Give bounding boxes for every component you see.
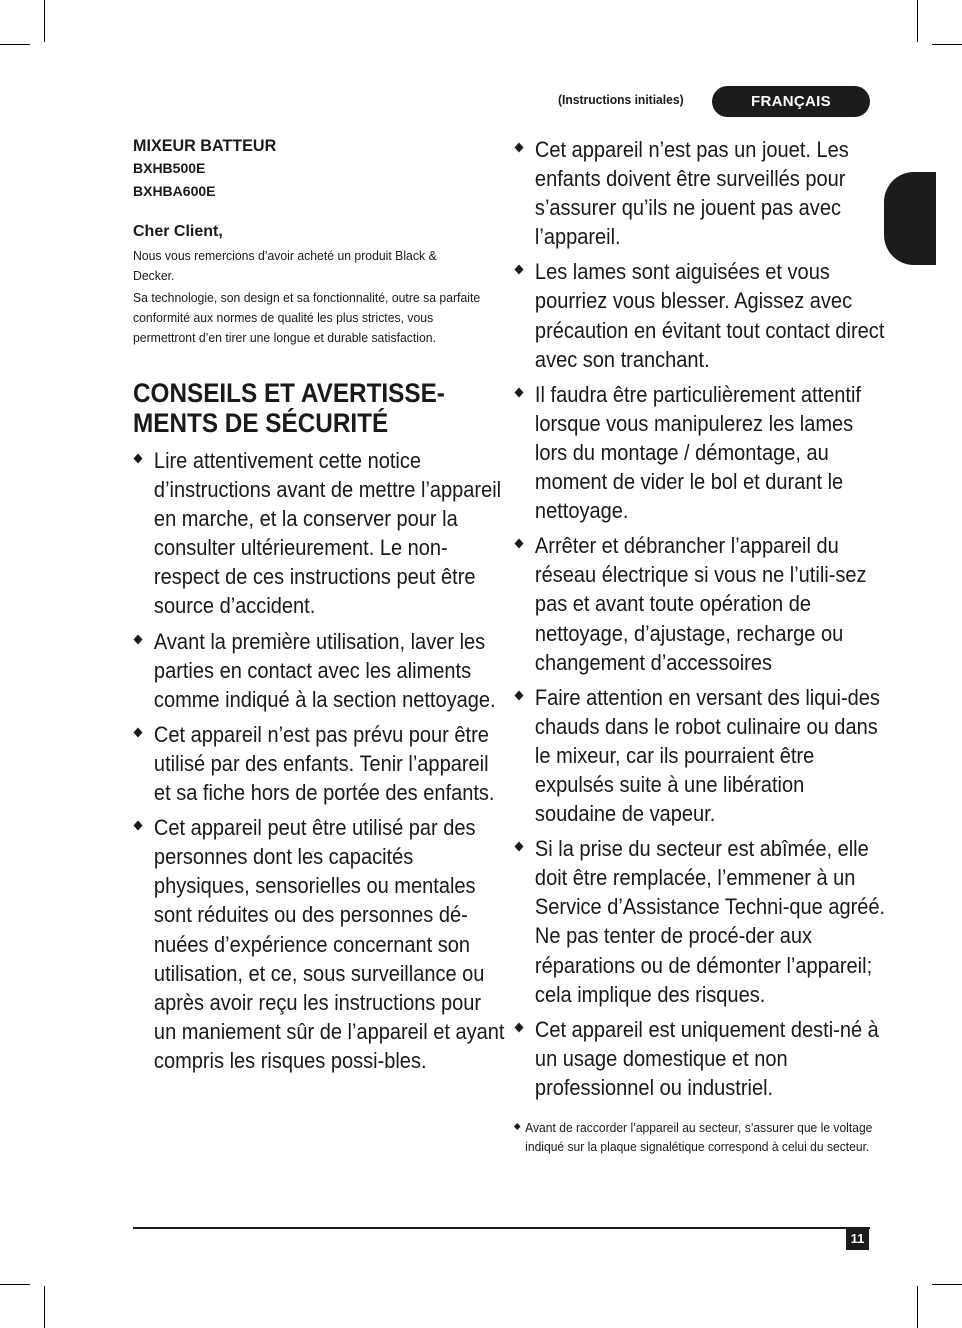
list-item-text: Les lames sont aiguisées et vous pourriez vous blesser. Agissez avec précaution en évitant tout contact direct avec son tranchant.	[534, 259, 885, 372]
intro-paragraph: Sa technologie, son design et sa fonctionnalité, outre sa parfaite conformité aux normes de qualité les plus strictes, vous permettront d’en tirer une longue et durable satisfaction.	[133, 290, 481, 345]
list-item-text: Avant la première utilisation, laver les parties en contact avec les aliments comme indiqué à la section nettoyage.	[153, 628, 496, 712]
section-tab	[884, 172, 936, 265]
left-column	[133, 135, 505, 1081]
diamond-bullet-icon	[134, 634, 143, 644]
diamond-bullet-icon	[515, 690, 524, 700]
diamond-bullet-icon	[134, 454, 143, 464]
right-column	[514, 135, 886, 1156]
crop-mark	[917, 0, 918, 42]
list-item-text: Arrêter et débrancher l’appareil du réseau électrique si vous ne l’utili-sez pas et avant toute opération de nettoyage, d’ajustage, recharge ou changement d’accessoires	[534, 533, 867, 675]
list-item	[514, 380, 890, 525]
safety-list-left	[133, 446, 505, 1075]
diamond-bullet-icon	[515, 842, 524, 852]
list-item	[514, 135, 890, 251]
crop-mark	[932, 44, 962, 45]
list-item-text: Faire attention en versant des liqui-des chauds dans le robot culinaire ou dans le mixeur, car ils pourraient être expulsés suite à une libération soudaine de vapeur.	[534, 684, 880, 827]
list-item-text: Cet appareil n’est pas prévu pour être utilisé par des enfants. Tenir l’appareil et sa fiche hors de portée des enfants.	[153, 721, 495, 806]
section-title	[133, 378, 493, 438]
diamond-bullet-icon	[134, 821, 143, 831]
diamond-bullet-icon	[515, 539, 524, 549]
greeting: Cher Client,	[133, 223, 223, 240]
list-item-text: Cet appareil n’est pas un jouet. Les enfants doivent être surveillés pour s’assurer qu’ils ne jouent pas avec l’appareil.	[534, 137, 849, 250]
list-item	[514, 834, 890, 1009]
crop-mark	[44, 0, 45, 42]
crop-mark	[0, 44, 30, 45]
crop-mark	[932, 1284, 962, 1285]
crop-mark	[44, 1286, 45, 1328]
list-item	[133, 720, 509, 807]
list-item	[514, 531, 890, 676]
list-item-text: Cet appareil est uniquement desti-né à un usage domestique et non professionnel ou industriel.	[534, 1016, 879, 1100]
safety-list-right	[514, 135, 886, 1102]
model-number: BXHB500E	[133, 160, 206, 176]
list-item	[514, 257, 890, 373]
list-item	[514, 1015, 890, 1102]
diamond-bullet-icon	[514, 1123, 521, 1130]
section-title-line: MENTS DE SÉCURITÉ	[133, 408, 389, 438]
page-number: 11	[846, 1228, 869, 1250]
footnote-text: Avant de raccorder l’appareil au secteur, s’assurer que le voltage indiqué sur la plaque signalétique correspond à celui du secteur.	[525, 1120, 873, 1154]
list-item-text: Lire attentivement cette notice d’instructions avant de mettre l’appareil en marche, et la conserver pour la consulter ultérieurement. Le non-respect de ces instructions peut être source d’accident.	[153, 448, 502, 619]
model-number: BXHBA600E	[133, 183, 216, 199]
list-item	[133, 627, 509, 714]
diamond-bullet-icon	[134, 727, 143, 737]
product-name: MIXEUR BATTEUR	[133, 136, 277, 155]
list-item-text: Si la prise du secteur est abîmée, elle doit être remplacée, l’emmener à un Service d’Assistance Techni-que agréé. Ne pas tenter de procé-der aux réparations ou de démonter l’appareil; cela implique des risques.	[534, 836, 886, 1007]
diamond-bullet-icon	[515, 1022, 524, 1032]
list-item-text: Cet appareil peut être utilisé par des personnes dont les capacités physiques, sensorielles ou mentales sont réduites ou des personnes dé-nuées d’expérience concernant son utilisation, et ce, sous surveillance ou après avoir reçu les instructions pour un maniement sûr de l’appareil et ayant compris les risques possi-bles.	[153, 815, 505, 1073]
list-item	[133, 813, 509, 1075]
list-item	[133, 446, 509, 621]
header-note: (Instructions initiales)	[558, 92, 684, 107]
language-badge: FRANÇAIS	[712, 86, 870, 117]
list-item	[514, 683, 890, 828]
crop-mark	[917, 1286, 918, 1328]
footer-rule	[133, 1227, 870, 1229]
diamond-bullet-icon	[515, 387, 524, 397]
footnote	[514, 1118, 883, 1156]
list-item-text: Il faudra être particulièrement attentif lorsque vous manipulerez les lames lors du montage / démontage, au moment de vider le bol et durant le nettoyage.	[534, 381, 861, 524]
crop-mark	[0, 1284, 30, 1285]
diamond-bullet-icon	[515, 143, 524, 153]
intro-paragraph: Nous vous remercions d’avoir acheté un produit Black & Decker.	[133, 248, 437, 283]
diamond-bullet-icon	[515, 265, 524, 275]
section-title-line: CONSEILS ET AVERTISSE-	[133, 378, 445, 408]
